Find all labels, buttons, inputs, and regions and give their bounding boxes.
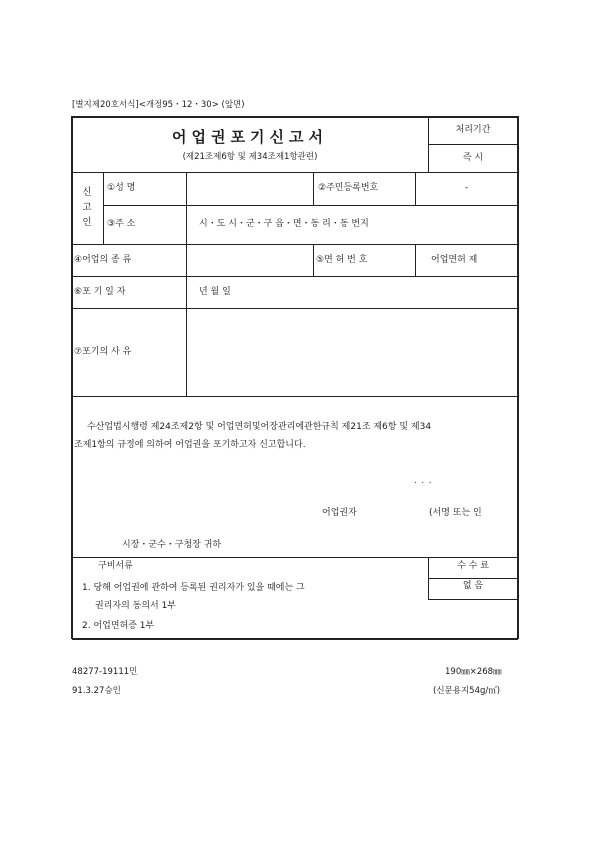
fee-label: 수 수 료 — [457, 561, 489, 571]
form-title: 어업권포기신고서 — [172, 128, 328, 146]
abandon-date-label: ⑥포 기 일 자 — [74, 287, 126, 297]
approval-date: 91.3.27승인 — [72, 686, 121, 696]
document-item-1-line1: 1. 당해 어업권에 관하여 등록된 권리자가 있을 때에는 그 — [82, 583, 305, 593]
fishery-type-field[interactable] — [187, 245, 313, 276]
paper-size: 190㎜×268㎜ — [445, 667, 502, 677]
fishery-type-label: ④어업의 종 류 — [74, 255, 132, 265]
fee-value: 없 음 — [462, 581, 484, 591]
address-label: ③주 소 — [107, 219, 136, 229]
applicant-label: 어업권자 — [322, 508, 357, 518]
form-subtitle: (제21조제6항 및 제34조제1항관련) — [182, 152, 318, 162]
rrn-field[interactable]: - — [464, 183, 469, 193]
signature-field[interactable]: (서명 또는 인 — [429, 508, 482, 518]
reason-field[interactable] — [187, 309, 517, 396]
documents-label: 구비서류 — [98, 561, 133, 571]
declaration-text-line2: 조제1항의 규정에 의하여 어업권을 포기하고자 신고합니다. — [74, 440, 306, 450]
license-number-field[interactable]: 어업면허 제 — [431, 255, 478, 265]
declaration-text-line1: 수산업법시행령 제24조제2항 및 어업면허및어장관리에관한규칙 제21조 제6항 및 제34 — [87, 422, 432, 432]
form-number: 48277-19111민 — [72, 667, 138, 677]
address-field[interactable]: 시・도 시・군・구 읍・면・동 리・동 번지 — [199, 219, 369, 229]
name-label: ①성 명 — [107, 183, 136, 193]
document-item-2: 2. 어업면허증 1부 — [82, 621, 155, 631]
form-header-note: [별지제20호서식]<개정95・12・30> (앞면) — [72, 100, 245, 110]
rrn-label: ②주민등록번호 — [318, 183, 379, 193]
processing-period-value: 즉 시 — [462, 153, 484, 163]
license-number-label: ⑤면 허 번 호 — [316, 255, 368, 265]
addressee: 시장・군수・구청장 귀하 — [122, 540, 222, 550]
reason-label: ⑦포기의 사 유 — [74, 347, 132, 357]
abandon-date-field[interactable]: 년 월 일 — [199, 287, 231, 297]
declaration-date-field[interactable]: . . . — [414, 476, 433, 486]
paper-type: (신문용지54g/㎡) — [433, 686, 501, 696]
document-item-1-line2: 권리자의 동의서 1부 — [95, 601, 177, 611]
processing-period-label: 처리기간 — [455, 125, 491, 135]
name-field[interactable] — [187, 173, 313, 205]
declarant-label: 신 고 인 — [82, 187, 92, 228]
